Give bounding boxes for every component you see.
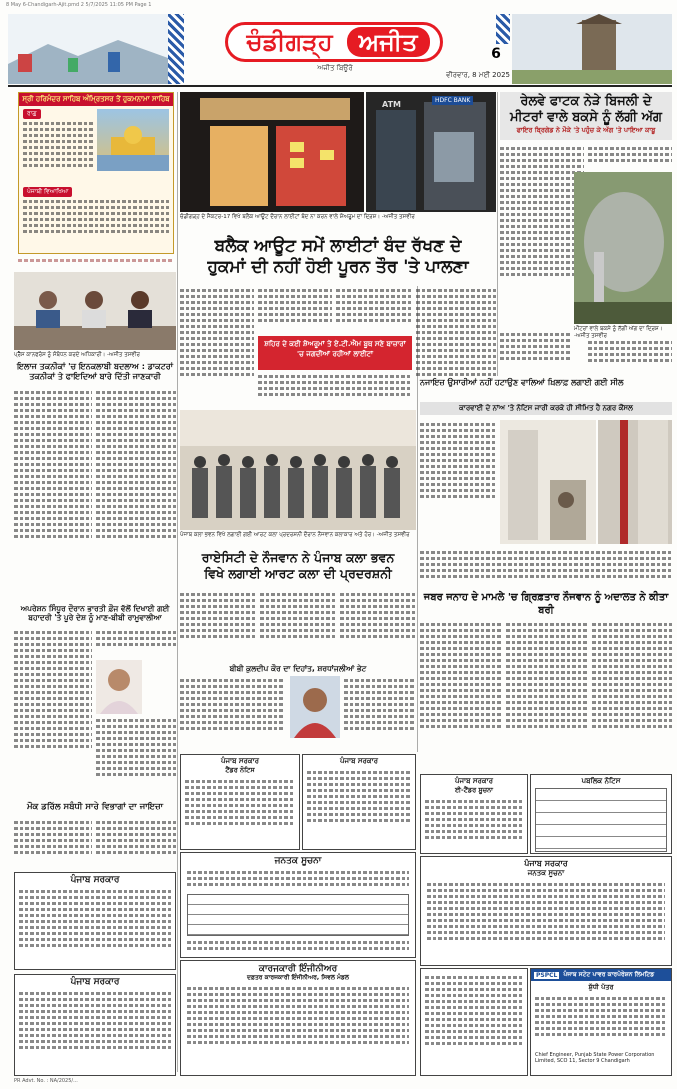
masthead-subtitle: ਅਜੀਤ ਬਿਊਰੋ bbox=[317, 64, 353, 72]
pspcl-title: ਪੰਜਾਬ ਸਟੇਟ ਪਾਵਰ ਕਾਰਪੋਰੇਸ਼ਨ ਲਿਮਟਿਡ bbox=[563, 971, 655, 978]
rail-column-2 bbox=[588, 144, 672, 170]
press-column-1 bbox=[14, 388, 92, 598]
rail-column-1b bbox=[500, 330, 572, 376]
art-column-1 bbox=[180, 590, 256, 660]
press-conference-headline bbox=[14, 362, 176, 382]
bibi-portrait bbox=[96, 660, 142, 714]
hukamnama-footer-text bbox=[18, 256, 174, 268]
municipal-column-2 bbox=[420, 548, 672, 588]
blackout-column-1 bbox=[180, 286, 254, 406]
rail-headline-line2: ਮੀਟਰਾਂ ਵਾਲੇ ਬਕਸੇ ਨੂੰ ਲੱਗੀ ਅੱਗ bbox=[510, 110, 662, 126]
ad-title: ਪੰਜਾਬ ਸਰਕਾਰ bbox=[339, 757, 378, 765]
showroom-photo bbox=[180, 92, 364, 212]
mock-drill-headline: ਮੌਕ ਡਰਿੱਲ ਸਬੰਧੀ ਸਾਰੇ ਵਿਭਾਗਾਂ ਦਾ ਜਾਇਜ਼ਾ bbox=[26, 802, 164, 812]
blackout-headline-line2: ਹੁਕਮਾਂ ਦੀ ਨਹੀਂ ਹੋਈ ਪੂਰਨ ਤੌਰ 'ਤੇ ਪਾਲਣਾ bbox=[207, 257, 469, 278]
ad-title: ਕਾਰਜਕਾਰੀ ਇੰਜੀਨੀਅਰ bbox=[258, 964, 338, 974]
municipal-headline: ਨਜਾਇਜ਼ ਉਸਾਰੀਆਂ ਨਹੀਂ ਹਟਾਉਣ ਵਾਲਿਆਂ ਖ਼ਿਲਾਫ਼ ਲਗਾਈ ਗਈ ਸੀਲ bbox=[420, 378, 624, 387]
ad-punjab-sarkar-left-2 bbox=[14, 974, 176, 1076]
blackout-headline bbox=[180, 236, 496, 279]
municipal-photo-2 bbox=[598, 420, 672, 544]
hukamnama-label-vyakhya: ਪੰਜਾਬੀ ਵਿਆਖਿਆ bbox=[23, 187, 72, 197]
showroom-photo-caption: ਚੰਡੀਗੜ੍ਹ ਦੇ ਸੈਕਟਰ-17 ਵਿਖੇ ਬਲੈਕ ਆਊਟ ਦੌਰਾਨ ਲਾਈਟਾਂ ਬੰਦ ਨਾ ਕਰਨ ਵਾਲੇ ਸ਼ੋਅਰੂਮ ਦਾ ਦ੍ਰਿਸ਼। -ਅਜੀਤ ਤਸਵੀਰ bbox=[180, 214, 415, 220]
press-conference-caption: ਪ੍ਰੈੱਸ ਕਾਨਫਰੰਸ ਨੂੰ ਸੰਬੋਧਨ ਕਰਦੇ ਅਧਿਕਾਰੀ। -ਅਜੀਤ ਤਸਵੀਰ bbox=[14, 352, 140, 358]
ad-tender-notice bbox=[180, 754, 300, 850]
blackout-headline-line1: ਬਲੈਕ ਆਊਟ ਸਮੇਂ ਲਾਈਟਾਂ ਬੰਦ ਰੱਖਣ ਦੇ bbox=[214, 236, 462, 256]
court-column-3 bbox=[592, 620, 672, 770]
masthead-pattern-left bbox=[168, 14, 184, 84]
fire-photo bbox=[574, 172, 672, 324]
mock-drill-column-2 bbox=[96, 818, 176, 868]
masthead-rule bbox=[8, 85, 672, 87]
press-conference-photo bbox=[14, 272, 176, 350]
mother-column-1 bbox=[14, 628, 92, 798]
fire-photo-caption: ਮੀਟਰਾਂ ਵਾਲੇ ਬਕਸੇ ਨੂੰ ਲੱਗੀ ਅੱਗ ਦਾ ਦ੍ਰਿਸ਼। -ਅਜੀਤ ਤਸਵੀਰ bbox=[574, 326, 663, 339]
print-info-strip: 8 May 6-Chandigarh-Ajit.pmd 2 5/7/2025 11:05 PM Page 1 bbox=[6, 2, 152, 8]
page-number: 6 bbox=[491, 46, 501, 62]
municipal-column-1 bbox=[420, 420, 496, 530]
blackout-column-3 bbox=[336, 286, 412, 334]
art-exhibition-group-photo bbox=[180, 410, 416, 530]
pspcl-logo: PSPCL bbox=[536, 971, 558, 979]
ad-pspcl bbox=[530, 968, 672, 1076]
mother-column-2 bbox=[96, 628, 176, 658]
art-headline-line2: ਵਿਖੇ ਲਗਾਈ ਆਰਟ ਕਲਾ ਦੀ ਪ੍ਰਦਰਸ਼ਨੀ bbox=[204, 565, 392, 581]
bank-label: HDFC BANK bbox=[432, 96, 473, 105]
art-exhibition-caption: ਪੰਜਾਬ ਕਲਾ ਭਵਨ ਵਿਖੇ ਲਗਾਈ ਗਈ ਆਰਟ ਕਲਾ ਪ੍ਰਦਰਸ਼ਨੀ ਦੌਰਾਨ ਨੌਜਵਾਨ ਕਲਾਕਾਰ ਅਤੇ ਹੋਰ। -ਅਜੀਤ ਤਸਵੀਰ bbox=[180, 532, 410, 538]
mother-story-headline bbox=[14, 604, 176, 623]
press-headline-line2: ਤਕਨੀਕਾਂ ਤੇ ਫਾਇਦਿਆਂ ਬਾਰੇ ਦਿੱਤੀ ਜਾਣਕਾਰੀ bbox=[29, 372, 161, 381]
atm-label: ATM bbox=[382, 100, 401, 109]
masthead-right-photo bbox=[512, 14, 672, 84]
masthead-logo bbox=[184, 20, 484, 64]
municipal-photo-1 bbox=[500, 420, 596, 544]
court-headline: ਜਬਰ ਜਨਾਹ ਦੇ ਮਾਮਲੇ 'ਚ ਗ੍ਰਿਫ਼ਤਾਰ ਨੌਜਵਾਨ ਨੂੰ ਅਦਾਲਤ ਨੇ ਕੀਤਾ ਬਰੀ bbox=[423, 592, 669, 616]
ad-table bbox=[535, 788, 667, 852]
ad-jantak-suchna-right bbox=[420, 856, 672, 966]
ad-subtitle: ਜਨਤਕ ਸੂਚਨਾ bbox=[527, 869, 565, 877]
pspcl-contact: Chief Engineer, Punjab State Power Corporation Limited, SCO 11, Sector 9 Chandigarh bbox=[535, 1052, 655, 1064]
ad-title: ਜਨਤਕ ਸੂਚਨਾ bbox=[274, 856, 322, 866]
ad-punjab-sarkar-left-1 bbox=[14, 872, 176, 970]
ad-table-right bbox=[530, 774, 672, 854]
dateline: ਵੀਰਵਾਰ, 8 ਮਈ 2025 bbox=[446, 71, 510, 79]
column-rule bbox=[497, 92, 498, 376]
ad-small-right bbox=[420, 968, 528, 1076]
column-rule bbox=[417, 286, 418, 752]
ad-title: ਪੰਜਾਬ ਸਰਕਾਰ bbox=[70, 875, 120, 885]
obituary-headline: ਬੀਬੀ ਕੁਲਦੀਪ ਕੌਰ ਦਾ ਦਿਹਾਂਤ, ਸ਼ਰਧਾਂਜਲੀਆਂ ਭੇਟ bbox=[229, 664, 367, 673]
rail-headline-line1: ਰੇਲਵੇ ਫਾਟਕ ਨੇੜੇ ਬਿਜਲੀ ਦੇ bbox=[520, 94, 652, 109]
golden-temple-image bbox=[97, 109, 169, 171]
blackout-highlight-box: ਸ਼ਹਿਰ ਦੇ ਕਈ ਸ਼ੋਅਰੂਮਾਂ ਤੇ ਏ.ਟੀ.ਐਮ ਬੂਥ ਸਣੇ ਬਾਜ਼ਾਰਾਂ 'ਚ ਜਗਦੀਆਂ ਰਹੀਆਂ ਲਾਈਟਾਂ bbox=[258, 336, 412, 370]
mother-headline-line2: ਬਹਾਦਰੀ 'ਤੇ ਪੂਰੇ ਦੇਸ਼ ਨੂੰ ਮਾਣ-ਬੀਬੀ ਰਾਮੂਵਾਲੀਆ bbox=[28, 613, 162, 623]
logo-word-ajit: ਅਜੀਤ bbox=[347, 27, 430, 57]
mock-drill-column-1 bbox=[14, 818, 92, 868]
bottom-advt-strip: PR Advt. No. : NA/2025/... bbox=[14, 1078, 78, 1084]
ad-table bbox=[187, 894, 409, 936]
rail-column-3 bbox=[588, 338, 672, 376]
rail-headline bbox=[502, 94, 670, 127]
blackout-column-2b bbox=[258, 372, 412, 406]
mother-column-3 bbox=[96, 716, 176, 798]
art-headline bbox=[180, 550, 416, 581]
press-headline-line1: ਇਲਾਜ ਤਕਨੀਕਾਂ 'ਚ ਇਨਕਲਾਬੀ ਬਦਲਾਅ : ਡਾਕਟਰਾਂ bbox=[17, 362, 173, 371]
atm-photo bbox=[366, 92, 496, 212]
ad-title: ਪਬਲਿਕ ਨੋਟਿਸ bbox=[581, 777, 621, 785]
art-column-2 bbox=[260, 590, 336, 660]
masthead-pattern-right bbox=[496, 14, 510, 44]
ad-jantak-suchna bbox=[180, 852, 416, 958]
ad-tender-box-right bbox=[420, 774, 528, 854]
court-column-2 bbox=[506, 620, 588, 770]
ad-title: ਪੰਜਾਬ ਸਰਕਾਰ bbox=[70, 977, 120, 987]
blackout-column-2 bbox=[258, 286, 332, 334]
ad-title: ਪੰਜਾਬ ਸਰਕਾਰ bbox=[454, 777, 493, 785]
rail-column-1 bbox=[500, 144, 584, 326]
hukamnama-title: ਸ੍ਰੀ ਹਰਿਮੰਦਰ ਸਾਹਿਬ ਅੰਮ੍ਰਿਤਸਰ ਤੋਂ ਹੁਕਮਨਾਮਾ ਸਾਹਿਬ bbox=[19, 93, 173, 106]
logo-word-chandigarh: ਚੰਡੀਗੜ੍ਹ bbox=[246, 28, 333, 56]
ad-subtitle: ਦਫ਼ਤਰ ਕਾਰਜਕਾਰੀ ਇੰਜੀਨੀਅਰ, ਸਿਵਲ ਮੰਡਲ bbox=[247, 974, 349, 981]
court-column-1 bbox=[420, 620, 502, 770]
obituary-column-2 bbox=[344, 676, 416, 750]
column-rule bbox=[177, 92, 178, 1072]
municipal-subhead: ਕਾਰਵਾਈ ਦੇ ਨਾਂਅ 'ਤੇ ਨੋਟਿਸ ਜਾਰੀ ਕਰਕੇ ਹੀ ਸੀਮਿਤ ਹੈ ਨਗਰ ਕੌਂਸਲ bbox=[420, 402, 672, 415]
masthead-left-photo bbox=[8, 14, 168, 84]
obituary-portrait bbox=[290, 676, 340, 738]
ad-subtitle: ਈ-ਟੈਂਡਰ ਸੂਚਨਾ bbox=[454, 786, 494, 794]
ad-title: ਪੰਜਾਬ ਸਰਕਾਰ bbox=[220, 757, 259, 765]
hukamnama-box bbox=[18, 92, 174, 254]
ad-subtitle: ਟੈਂਡਰ ਨੋਟਿਸ bbox=[225, 766, 255, 774]
mother-headline-line1: ਅਪਰੇਸ਼ਨ ਸਿੰਧੂਰ ਦੌਰਾਨ ਭਾਰਤੀ ਫ਼ੌਜ ਵੱਲੋਂ ਦਿਖਾਈ ਗਈ bbox=[20, 604, 170, 613]
rail-subhead: ਫਾਇਰ ਬ੍ਰਿਗੇਡ ਨੇ ਮੌਕੇ 'ਤੇ ਪਹੁੰਚ ਕੇ ਅੱਗ 'ਤੇ ਪਾਇਆ ਕਾਬੂ bbox=[516, 126, 656, 134]
ad-public-notice-mid bbox=[302, 754, 416, 850]
hukamnama-label-raag: ਰਾਗੁ bbox=[23, 109, 41, 119]
obituary-column bbox=[180, 676, 284, 750]
pspcl-corrigendum: ਸ਼ੁੱਧੀ ਪੱਤਰ bbox=[588, 983, 614, 991]
ad-executive-engineer bbox=[180, 960, 416, 1076]
art-column-3 bbox=[340, 590, 416, 660]
blackout-column-4 bbox=[416, 286, 496, 406]
ad-title: ਪੰਜਾਬ ਸਰਕਾਰ bbox=[524, 859, 568, 868]
press-column-2 bbox=[96, 388, 176, 598]
art-headline-line1: ਰਾਏਸਿਟੀ ਦੇ ਨੌਜਵਾਨ ਨੇ ਪੰਜਾਬ ਕਲਾ ਭਵਨ bbox=[201, 550, 395, 565]
